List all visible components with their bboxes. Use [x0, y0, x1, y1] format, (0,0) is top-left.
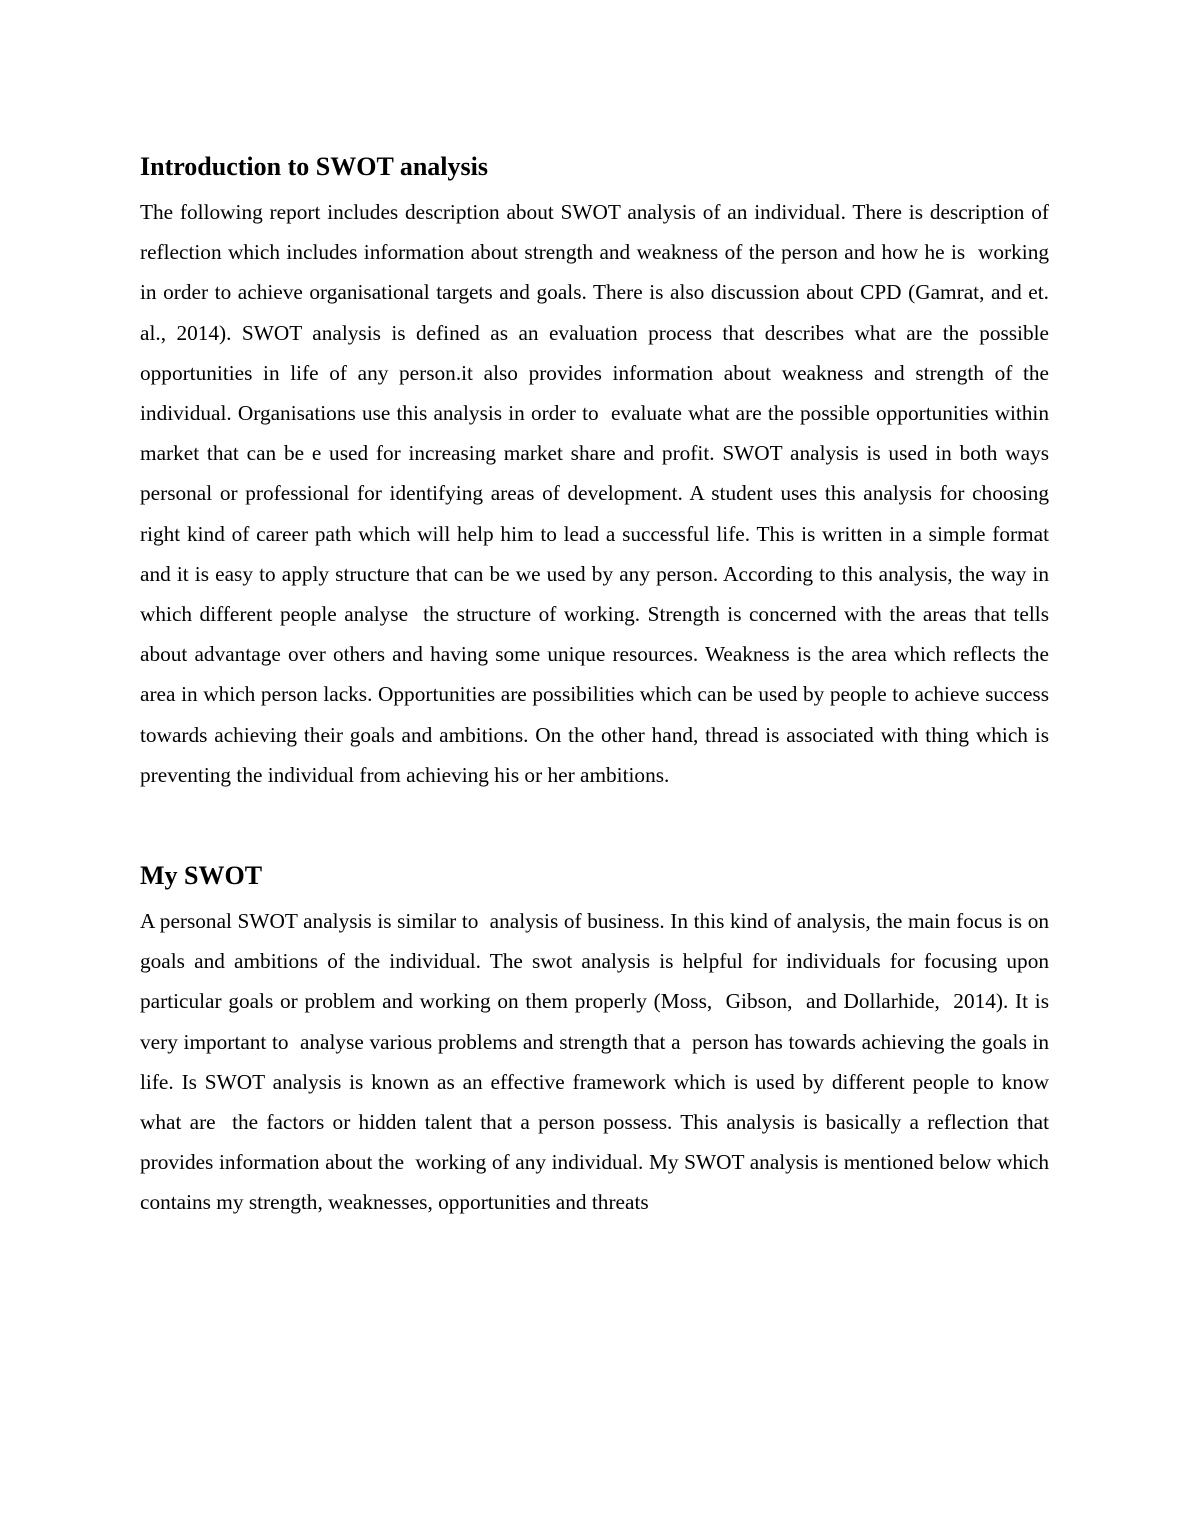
intro-heading: Introduction to SWOT analysis: [140, 152, 488, 181]
intro-section: [140, 150, 1055, 795]
my-swot-section: [140, 859, 1055, 1223]
my-swot-paragraph: A personal SWOT analysis is similar to analysis of business. In this kind of analysis, the main focus is on goals and ambitions of the individual. The swot analysis is helpful for individuals for focusing upon particular goals or problem and working on them properly (Moss, Gibson, and Dollarhide, 2014). It is very important to analyse various problems and strength that a person has towards achieving the goals in life. Is SWOT analysis is known as an effective framework which is used by different people to know what are the factors or hidden talent that a person possess. This analysis is basically a reflection that provides information about the working of any individual. My SWOT analysis is mentioned below which contains my strength, weaknesses, opportunities and threats: [140, 909, 1055, 1215]
section-spacer: [140, 795, 1049, 859]
my-swot-heading: My SWOT: [140, 861, 263, 891]
intro-paragraph: The following report includes description about SWOT analysis of an individual. There is description of reflection which includes information about strength and weakness of the person and how he is working in order to achieve organisational targets and goals. There is also discussion about CPD (Gamrat, and et. al., 2014). SWOT analysis is defined as an evaluation process that describes what are the possible opportunities in life of any person.it also provides information about weakness and strength of the individual. Organisations use this analysis in order to evaluate what are the possible opportunities within market that can be e used for increasing market share and profit. SWOT analysis is used in both ways personal or professional for identifying areas of development. A student uses this analysis for choosing right kind of career path which will help him to lead a successful life. This is written in a simple format and it is easy to apply structure that can be we used by any person. According to this analysis, the way in which different people analyse the structure of working. Strength is concerned with the areas that tells about advantage over others and having some unique resources. Weakness is the area which reflects the area in which person lacks. Opportunities are possibilities which can be used by people to achieve success towards achieving their goals and ambitions. On the other hand, thread is associated with thing which is preventing the individual from achieving his or her ambitions.: [140, 200, 1055, 787]
document-page: [140, 150, 1055, 1223]
